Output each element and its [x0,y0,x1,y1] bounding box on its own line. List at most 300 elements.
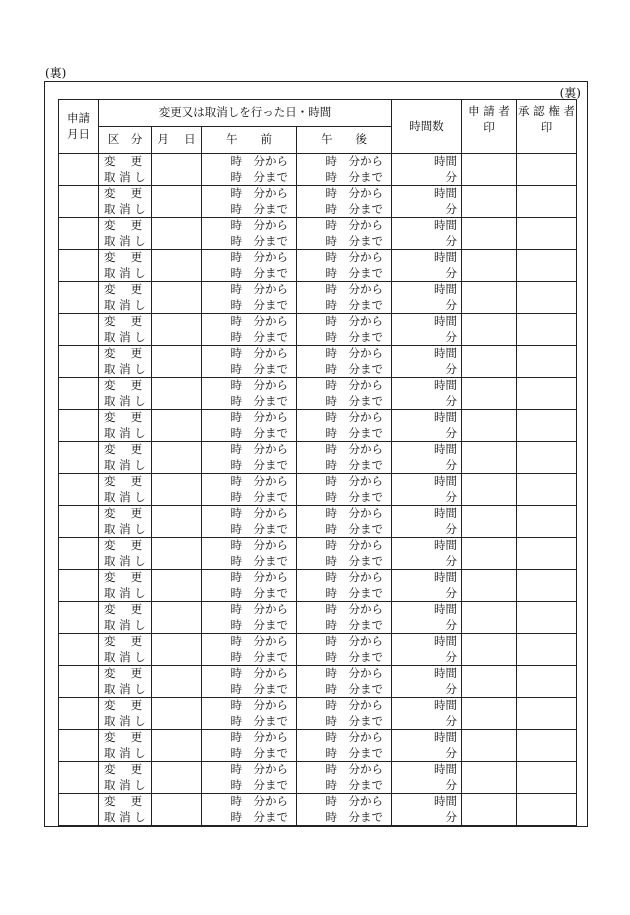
hours-cell[interactable] [392,538,462,570]
hours-label: 時間 [434,442,457,456]
approver-seal-cell[interactable] [517,506,577,538]
am-time-cell[interactable] [202,570,297,602]
apply-date-cell[interactable] [59,154,99,186]
apply-date-cell[interactable] [59,474,99,506]
month-day-cell[interactable] [152,410,202,442]
hours-cell[interactable] [392,698,462,730]
am-to-label: 時 分まで [230,425,288,440]
apply-date-cell[interactable] [59,314,99,346]
apply-date-cell[interactable] [59,410,99,442]
apply-date-cell[interactable] [59,378,99,410]
month-day-cell[interactable] [152,442,202,474]
pm-to-label: 時 分まで [325,745,383,760]
table-row [59,186,577,218]
kubun-change-label: 変 更 [104,250,143,264]
hours-cell[interactable] [392,762,462,794]
am-to-label: 時 分まで [230,681,288,696]
apply-date-cell[interactable] [59,570,99,602]
hours-label: 時間 [434,378,457,392]
hours-cell[interactable] [392,570,462,602]
minutes-label: 分 [445,361,457,376]
approver-seal-cell[interactable] [517,154,577,186]
kubun-change-label: 変 更 [104,506,143,520]
am-from-label: 時 分から [230,442,288,456]
kubun-cell [99,186,152,218]
pm-time-cell[interactable] [297,314,392,346]
kubun-cell [99,410,152,442]
minutes-label: 分 [445,617,457,632]
kubun-cancel-label: 取 消 し [104,233,146,248]
am-time-cell[interactable] [202,762,297,794]
kubun-cell [99,698,152,730]
am-time-cell[interactable] [202,506,297,538]
hours-cell[interactable] [392,794,462,826]
am-time-cell[interactable] [202,666,297,698]
kubun-cancel-label: 取 消 し [104,297,146,312]
kubun-change-label: 変 更 [104,346,143,360]
applicant-seal-cell[interactable] [462,506,517,538]
am-to-label: 時 分まで [230,745,288,760]
approver-seal-cell[interactable] [517,538,577,570]
applicant-seal-cell[interactable] [462,570,517,602]
minutes-label: 分 [445,297,457,312]
am-time-cell[interactable] [202,634,297,666]
applicant-seal-cell[interactable] [462,762,517,794]
applicant-seal-cell[interactable] [462,538,517,570]
frame-label: (裏) [559,86,581,100]
am-time-cell[interactable] [202,410,297,442]
kubun-cancel-label: 取 消 し [104,585,146,600]
kubun-cell [99,346,152,378]
am-to-label: 時 分まで [230,489,288,504]
approver-seal-cell[interactable] [517,570,577,602]
applicant-seal-cell[interactable] [462,378,517,410]
am-to-label: 時 分まで [230,777,288,792]
apply-date-cell[interactable] [59,442,99,474]
applicant-seal-cell[interactable] [462,410,517,442]
am-from-label: 時 分から [230,410,288,424]
kubun-cell [99,154,152,186]
pm-time-cell[interactable] [297,186,392,218]
applicant-seal-cell[interactable] [462,154,517,186]
table-row [59,346,577,378]
am-to-label: 時 分まで [230,297,288,312]
am-to-label: 時 分まで [230,521,288,536]
applicant-seal-cell[interactable] [462,666,517,698]
hours-label: 時間 [434,666,457,680]
apply-date-cell[interactable] [59,282,99,314]
table-row [59,154,577,186]
apply-date-cell[interactable] [59,730,99,762]
table-row [59,602,577,634]
pm-time-cell[interactable] [297,442,392,474]
hours-cell[interactable] [392,186,462,218]
table-row [59,410,577,442]
pm-time-cell[interactable] [297,730,392,762]
applicant-seal-cell[interactable] [462,634,517,666]
pm-to-label: 時 分まで [325,681,383,696]
apply-date-cell[interactable] [59,538,99,570]
kubun-cancel-label: 取 消 し [104,457,146,472]
kubun-change-label: 変 更 [104,154,143,168]
kubun-cell [99,442,152,474]
kubun-cell [99,314,152,346]
apply-date-cell[interactable] [59,698,99,730]
apply-date-cell[interactable] [59,666,99,698]
approver-seal-cell[interactable] [517,250,577,282]
am-from-label: 時 分から [230,474,288,488]
kubun-change-label: 変 更 [104,378,143,392]
kubun-cancel-label: 取 消 し [104,169,146,184]
hours-cell[interactable] [392,730,462,762]
pm-from-label: 時 分から [325,186,383,200]
month-day-cell[interactable] [152,154,202,186]
hours-label: 時間 [434,634,457,648]
change-cancel-table [58,99,577,826]
am-from-label: 時 分から [230,794,288,808]
apply-date-cell[interactable] [59,506,99,538]
pm-time-cell[interactable] [297,634,392,666]
kubun-cancel-label: 取 消 し [104,809,146,824]
minutes-label: 分 [445,713,457,728]
minutes-label: 分 [445,585,457,600]
table-row [59,634,577,666]
approver-seal-cell[interactable] [517,442,577,474]
table-row [59,474,577,506]
hours-label: 時間 [434,282,457,296]
apply-date-cell[interactable] [59,602,99,634]
pm-time-cell[interactable] [297,666,392,698]
table-row [59,762,577,794]
kubun-change-label: 変 更 [104,474,143,488]
hours-cell[interactable] [392,218,462,250]
minutes-label: 分 [445,777,457,792]
minutes-label: 分 [445,649,457,664]
hours-cell[interactable] [392,602,462,634]
approver-seal-cell[interactable] [517,186,577,218]
approver-seal-cell[interactable] [517,698,577,730]
am-to-label: 時 分まで [230,169,288,184]
kubun-change-label: 変 更 [104,794,143,808]
pm-from-label: 時 分から [325,538,383,552]
header-change-group: 変更又は取消しを行った日・時間 [99,100,392,127]
table-row [59,794,577,826]
approver-seal-cell[interactable] [517,282,577,314]
am-time-cell[interactable] [202,442,297,474]
am-time-cell[interactable] [202,186,297,218]
applicant-seal-cell[interactable] [462,730,517,762]
am-to-label: 時 分まで [230,201,288,216]
am-from-label: 時 分から [230,186,288,200]
hours-label: 時間 [434,698,457,712]
approver-seal-cell[interactable] [517,730,577,762]
table-row [59,730,577,762]
pm-from-label: 時 分から [325,250,383,264]
table-row [59,250,577,282]
month-day-cell[interactable] [152,698,202,730]
pm-from-label: 時 分から [325,570,383,584]
month-day-cell[interactable] [152,314,202,346]
pm-time-cell[interactable] [297,698,392,730]
pm-time-cell[interactable] [297,570,392,602]
applicant-seal-cell[interactable] [462,602,517,634]
pm-to-label: 時 分まで [325,649,383,664]
pm-time-cell[interactable] [297,538,392,570]
hours-cell[interactable] [392,442,462,474]
pm-time-cell[interactable] [297,794,392,826]
pm-to-label: 時 分まで [325,233,383,248]
hours-label: 時間 [434,570,457,584]
am-time-cell[interactable] [202,378,297,410]
month-day-cell[interactable] [152,666,202,698]
apply-date-cell[interactable] [59,218,99,250]
month-day-cell[interactable] [152,794,202,826]
pm-from-label: 時 分から [325,378,383,392]
pm-time-cell[interactable] [297,410,392,442]
am-from-label: 時 分から [230,538,288,552]
kubun-change-label: 変 更 [104,186,143,200]
kubun-change-label: 変 更 [104,442,143,456]
apply-date-cell[interactable] [59,186,99,218]
kubun-cancel-label: 取 消 し [104,649,146,664]
am-to-label: 時 分まで [230,649,288,664]
applicant-seal-cell[interactable] [462,346,517,378]
am-time-cell[interactable] [202,154,297,186]
minutes-label: 分 [445,553,457,568]
am-from-label: 時 分から [230,698,288,712]
approver-seal-cell[interactable] [517,218,577,250]
apply-date-cell[interactable] [59,634,99,666]
minutes-label: 分 [445,201,457,216]
am-time-cell[interactable] [202,250,297,282]
table-row [59,506,577,538]
am-from-label: 時 分から [230,154,288,168]
month-day-cell[interactable] [152,282,202,314]
am-from-label: 時 分から [230,250,288,264]
applicant-seal-cell[interactable] [462,218,517,250]
hours-label: 時間 [434,602,457,616]
header-apply-date: 申請 月日 [59,100,99,154]
pm-time-cell[interactable] [297,154,392,186]
hours-label: 時間 [434,762,457,776]
am-to-label: 時 分まで [230,361,288,376]
month-day-cell[interactable] [152,378,202,410]
am-time-cell[interactable] [202,474,297,506]
am-time-cell[interactable] [202,602,297,634]
table-row [59,218,577,250]
hours-label: 時間 [434,218,457,232]
minutes-label: 分 [445,809,457,824]
page-label: (裏) [45,66,67,80]
pm-time-cell[interactable] [297,506,392,538]
am-from-label: 時 分から [230,666,288,680]
pm-from-label: 時 分から [325,730,383,744]
pm-to-label: 時 分まで [325,521,383,536]
approver-seal-cell[interactable] [517,602,577,634]
pm-to-label: 時 分まで [325,489,383,504]
month-day-cell[interactable] [152,634,202,666]
pm-time-cell[interactable] [297,378,392,410]
pm-to-label: 時 分まで [325,617,383,632]
month-day-cell[interactable] [152,474,202,506]
minutes-label: 分 [445,265,457,280]
month-day-cell[interactable] [152,762,202,794]
am-from-label: 時 分から [230,378,288,392]
pm-to-label: 時 分まで [325,297,383,312]
am-time-cell[interactable] [202,698,297,730]
pm-from-label: 時 分から [325,666,383,680]
hours-cell[interactable] [392,314,462,346]
am-time-cell[interactable] [202,314,297,346]
hours-cell[interactable] [392,282,462,314]
approver-seal-cell[interactable] [517,378,577,410]
am-time-cell[interactable] [202,218,297,250]
am-time-cell[interactable] [202,794,297,826]
applicant-seal-cell[interactable] [462,474,517,506]
hours-label: 時間 [434,250,457,264]
hours-cell[interactable] [392,346,462,378]
applicant-seal-cell[interactable] [462,698,517,730]
pm-from-label: 時 分から [325,346,383,360]
approver-seal-cell[interactable] [517,634,577,666]
pm-to-label: 時 分まで [325,713,383,728]
month-day-cell[interactable] [152,730,202,762]
am-to-label: 時 分まで [230,233,288,248]
am-time-cell[interactable] [202,730,297,762]
hours-cell[interactable] [392,474,462,506]
applicant-seal-cell[interactable] [462,314,517,346]
month-day-cell[interactable] [152,250,202,282]
table-row [59,442,577,474]
minutes-label: 分 [445,681,457,696]
hours-cell[interactable] [392,634,462,666]
minutes-label: 分 [445,425,457,440]
kubun-cell [99,794,152,826]
hours-label: 時間 [434,346,457,360]
kubun-cancel-label: 取 消 し [104,201,146,216]
hours-cell[interactable] [392,154,462,186]
hours-label: 時間 [434,794,457,808]
approver-seal-cell[interactable] [517,666,577,698]
kubun-cell [99,570,152,602]
approver-seal-cell[interactable] [517,474,577,506]
kubun-change-label: 変 更 [104,666,143,680]
apply-date-cell[interactable] [59,794,99,826]
hours-cell[interactable] [392,666,462,698]
am-from-label: 時 分から [230,570,288,584]
pm-time-cell[interactable] [297,762,392,794]
kubun-cell [99,218,152,250]
month-day-cell[interactable] [152,570,202,602]
hours-label: 時間 [434,410,457,424]
apply-date-cell[interactable] [59,250,99,282]
minutes-label: 分 [445,329,457,344]
approver-seal-cell[interactable] [517,794,577,826]
approver-seal-cell[interactable] [517,346,577,378]
pm-to-label: 時 分まで [325,169,383,184]
kubun-cell [99,506,152,538]
pm-from-label: 時 分から [325,762,383,776]
table-row [59,314,577,346]
header-am: 午 前 [202,127,297,154]
month-day-cell[interactable] [152,602,202,634]
table-row [59,282,577,314]
pm-from-label: 時 分から [325,218,383,232]
approver-seal-cell[interactable] [517,410,577,442]
kubun-cell [99,602,152,634]
am-time-cell[interactable] [202,346,297,378]
kubun-cancel-label: 取 消 し [104,617,146,632]
hours-label: 時間 [434,730,457,744]
kubun-cancel-label: 取 消 し [104,681,146,696]
kubun-cancel-label: 取 消 し [104,361,146,376]
kubun-cell [99,634,152,666]
applicant-seal-cell[interactable] [462,442,517,474]
kubun-change-label: 変 更 [104,218,143,232]
table-row [59,698,577,730]
am-time-cell[interactable] [202,282,297,314]
pm-from-label: 時 分から [325,410,383,424]
apply-date-cell[interactable] [59,762,99,794]
pm-to-label: 時 分まで [325,457,383,472]
pm-time-cell[interactable] [297,474,392,506]
approver-seal-cell[interactable] [517,314,577,346]
hours-cell[interactable] [392,506,462,538]
kubun-cell [99,762,152,794]
pm-time-cell[interactable] [297,218,392,250]
hours-cell[interactable] [392,250,462,282]
applicant-seal-cell[interactable] [462,250,517,282]
am-to-label: 時 分まで [230,585,288,600]
pm-from-label: 時 分から [325,154,383,168]
pm-time-cell[interactable] [297,282,392,314]
applicant-seal-cell[interactable] [462,794,517,826]
month-day-cell[interactable] [152,218,202,250]
hours-cell[interactable] [392,378,462,410]
kubun-change-label: 変 更 [104,538,143,552]
approver-seal-cell[interactable] [517,762,577,794]
applicant-seal-cell[interactable] [462,186,517,218]
minutes-label: 分 [445,233,457,248]
minutes-label: 分 [445,169,457,184]
hours-label: 時間 [434,538,457,552]
month-day-cell[interactable] [152,506,202,538]
applicant-seal-cell[interactable] [462,282,517,314]
form-frame [44,81,588,827]
am-to-label: 時 分まで [230,393,288,408]
kubun-change-label: 変 更 [104,282,143,296]
month-day-cell[interactable] [152,538,202,570]
kubun-cancel-label: 取 消 し [104,265,146,280]
kubun-cancel-label: 取 消 し [104,777,146,792]
header-hours: 時間数 [392,100,462,154]
month-day-cell[interactable] [152,186,202,218]
pm-time-cell[interactable] [297,602,392,634]
hours-cell[interactable] [392,410,462,442]
kubun-change-label: 変 更 [104,634,143,648]
am-to-label: 時 分まで [230,329,288,344]
am-time-cell[interactable] [202,538,297,570]
pm-time-cell[interactable] [297,346,392,378]
kubun-cell [99,474,152,506]
pm-time-cell[interactable] [297,250,392,282]
hours-label: 時間 [434,474,457,488]
month-day-cell[interactable] [152,346,202,378]
pm-from-label: 時 分から [325,314,383,328]
kubun-cell [99,378,152,410]
pm-to-label: 時 分まで [325,809,383,824]
apply-date-cell[interactable] [59,346,99,378]
